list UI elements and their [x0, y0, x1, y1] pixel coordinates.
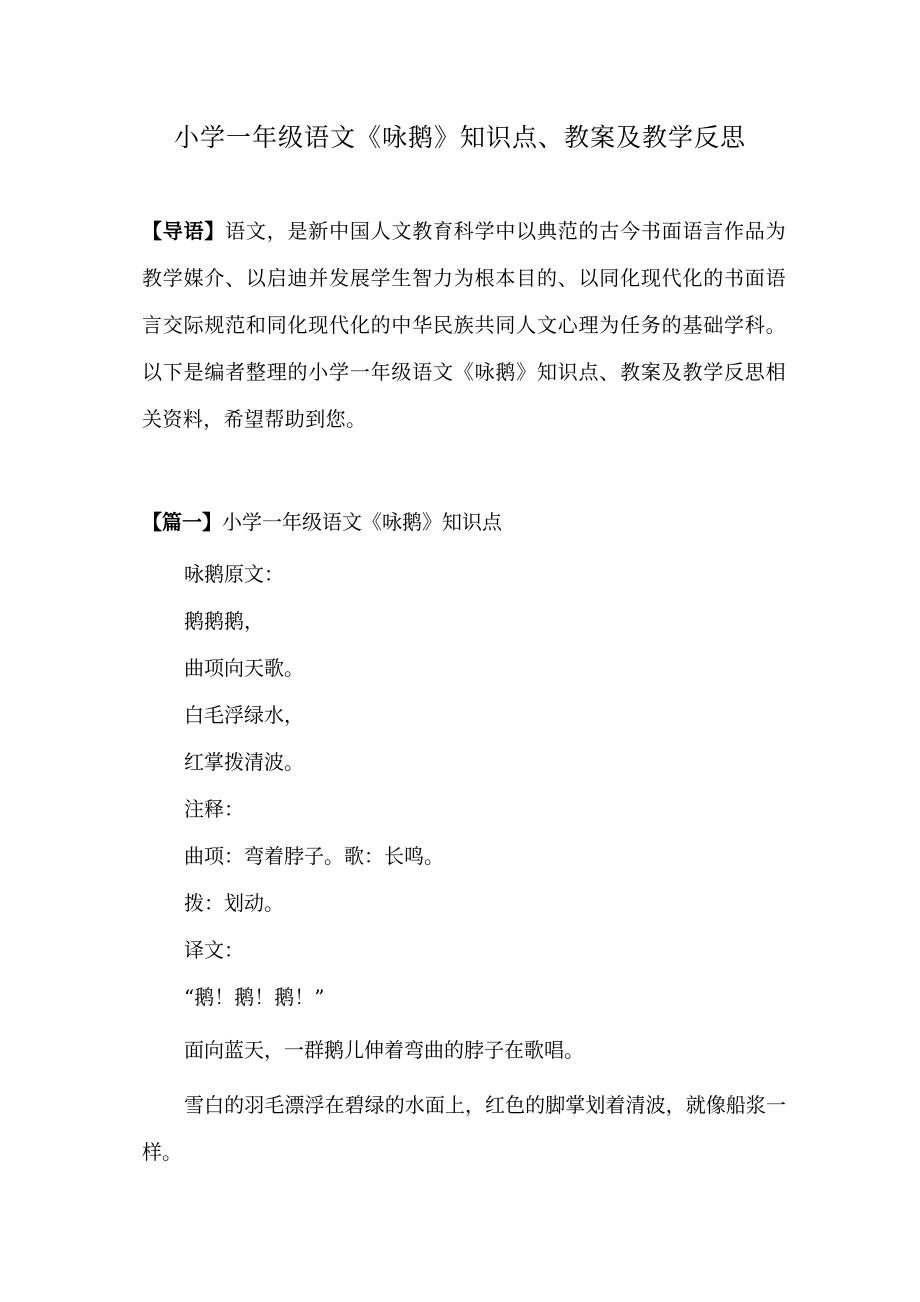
translation-line-1: “鹅！鹅！鹅！”: [184, 985, 325, 1009]
poem-line-4: 红掌拨清波。: [184, 750, 304, 774]
section-bracket: 【篇一】: [142, 510, 222, 534]
note-line-1: 曲项：弯着脖子。歌：长鸣。: [184, 844, 444, 868]
document-title: 小学一年级语文《咏鹅》知识点、教案及教学反思: [173, 123, 746, 152]
section-heading-text: 小学一年级语文《咏鹅》知识点: [222, 510, 502, 534]
translation-label: 译文：: [184, 938, 244, 962]
poem-line-1: 鹅鹅鹅，: [184, 609, 264, 633]
poem-original-label: 咏鹅原文：: [184, 562, 284, 586]
translation-paragraph: 雪白的羽毛漂浮在碧绿的水面上，红色的脚掌划着清波，就像船浆一样。: [142, 1093, 786, 1164]
intro-lead-bracket: 【导语】: [142, 219, 226, 243]
translation-line-2: 面向蓝天，一群鹅儿伸着弯曲的脖子在歌唱。: [184, 1038, 584, 1062]
poem-line-3: 白毛浮绿水，: [184, 703, 304, 727]
section-heading-1: [142, 500, 786, 544]
intro-text: 语文，是新中国人文教育科学中以典范的古今书面语言作品为教学媒介、以启迪并发展学生智力为根本目的、以同化现代化的书面语言交际规范和同化现代化的中华民族共同人文心理为任务的基础学科。以下是编者整理的小学一年级语文《咏鹅》知识点、教案及教学反思相关资料，希望帮助到您。: [142, 219, 786, 431]
notes-label: 注释：: [184, 797, 244, 821]
poem-line-2: 曲项向天歌。: [184, 656, 304, 680]
note-line-2: 拨：划动。: [184, 891, 284, 915]
intro-paragraph: [142, 208, 786, 443]
